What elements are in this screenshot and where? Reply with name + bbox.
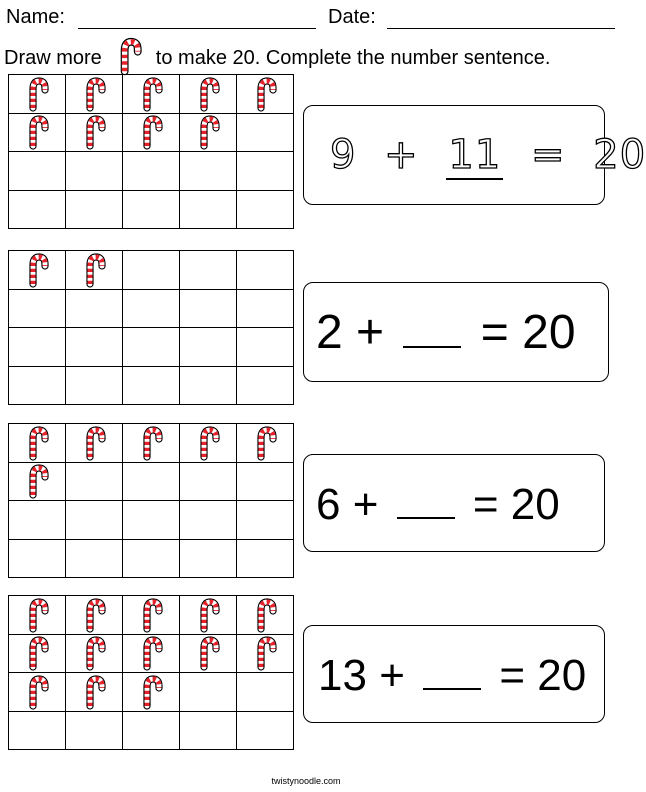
grid-cell[interactable] (123, 366, 180, 405)
grid-cell[interactable] (180, 711, 237, 750)
name-date-row (6, 6, 615, 29)
grid-cell[interactable] (9, 711, 66, 750)
grid-cell[interactable] (9, 75, 66, 114)
footer-credit: twistynoodle.com (271, 776, 341, 786)
grid-cell[interactable] (123, 539, 180, 578)
instructions-after: to make 20. Complete the number sentence. (155, 47, 551, 69)
candy-cane-icon (26, 465, 48, 497)
equation-4-answer-blank[interactable] (423, 650, 481, 690)
equation-3-plus: + (352, 480, 379, 529)
grid-cell[interactable] (237, 366, 294, 405)
grid-cell[interactable] (180, 501, 237, 540)
grid-cell[interactable] (237, 152, 294, 191)
candy-cane-icon (140, 116, 162, 148)
equation-3-total: = 20 (472, 480, 560, 529)
ten-frame-grid-3[interactable] (8, 423, 294, 578)
candy-cane-icon (83, 637, 105, 669)
grid-cell[interactable] (66, 251, 123, 290)
equation-4 (318, 650, 586, 698)
example-addend: 9 (330, 132, 357, 178)
grid-cell[interactable] (123, 596, 180, 635)
grid-cell[interactable] (123, 711, 180, 750)
grid-cell[interactable] (9, 501, 66, 540)
grid-cell[interactable] (9, 539, 66, 578)
candy-cane-icon (140, 599, 162, 631)
example-equals: = (531, 132, 566, 178)
candy-cane-icon (83, 676, 105, 708)
grid-cell[interactable] (123, 152, 180, 191)
grid-cell[interactable] (66, 152, 123, 191)
candy-cane-icon (83, 78, 105, 110)
grid-cell[interactable] (237, 289, 294, 328)
equation-3 (316, 479, 560, 527)
candy-cane-icon (140, 637, 162, 669)
grid-cell[interactable] (180, 634, 237, 673)
grid-cell[interactable] (237, 251, 294, 290)
equation-2-addend: 2 (316, 305, 343, 359)
grid-cell[interactable] (66, 75, 123, 114)
equation-box-4 (303, 625, 605, 723)
grid-cell[interactable] (66, 673, 123, 712)
name-line[interactable] (78, 9, 316, 29)
grid-cell[interactable] (123, 462, 180, 501)
equation-2-answer-blank[interactable] (403, 308, 461, 348)
grid-cell[interactable] (123, 634, 180, 673)
grid-cell[interactable] (237, 711, 294, 750)
grid-cell[interactable] (66, 539, 123, 578)
equation-4-addend: 13 (318, 651, 367, 700)
grid-cell[interactable] (123, 113, 180, 152)
equation-3-addend: 6 (316, 480, 341, 529)
candy-cane-icon (83, 599, 105, 631)
grid-cell[interactable] (180, 190, 237, 229)
grid-cell[interactable] (9, 596, 66, 635)
grid-cell[interactable] (66, 328, 123, 367)
candy-cane-icon (140, 427, 162, 459)
ten-frame-grid-2[interactable] (8, 250, 294, 405)
example-answer: 11 (448, 132, 502, 178)
equation-box-2 (303, 282, 609, 382)
equation-4-plus: + (379, 651, 405, 700)
grid-cell[interactable] (66, 711, 123, 750)
equation-2 (316, 305, 576, 359)
grid-cell[interactable] (237, 501, 294, 540)
candy-cane-icon (197, 427, 219, 459)
grid-cell[interactable] (123, 328, 180, 367)
candy-cane-icon (197, 78, 219, 110)
grid-cell[interactable] (123, 251, 180, 290)
grid-cell[interactable] (180, 596, 237, 635)
equation-3-answer-blank[interactable] (397, 479, 455, 519)
candy-cane-icon (254, 78, 276, 110)
candy-cane-icon (26, 78, 48, 110)
candy-cane-icon (117, 38, 141, 74)
grid-cell[interactable] (180, 462, 237, 501)
grid-cell[interactable] (66, 190, 123, 229)
grid-cell[interactable] (9, 289, 66, 328)
example-total: 20 (593, 132, 646, 178)
grid-cell[interactable] (123, 501, 180, 540)
instructions (4, 38, 550, 74)
candy-cane-icon (254, 427, 276, 459)
grid-cell[interactable] (180, 113, 237, 152)
grid-cell[interactable] (123, 673, 180, 712)
candy-cane-icon (26, 637, 48, 669)
candy-cane-icon (83, 254, 105, 286)
grid-cell[interactable] (180, 366, 237, 405)
grid-cell[interactable] (9, 462, 66, 501)
grid-cell[interactable] (66, 366, 123, 405)
candy-cane-icon (140, 78, 162, 110)
grid-cell[interactable] (237, 113, 294, 152)
candy-cane-icon (26, 676, 48, 708)
grid-cell[interactable] (9, 113, 66, 152)
grid-cell[interactable] (9, 328, 66, 367)
candy-cane-icon (26, 599, 48, 631)
equation-box-3 (303, 454, 605, 552)
grid-cell[interactable] (180, 424, 237, 463)
grid-cell[interactable] (9, 190, 66, 229)
grid-cell[interactable] (180, 539, 237, 578)
candy-cane-icon (197, 599, 219, 631)
date-label: Date: (328, 6, 376, 28)
grid-cell[interactable] (180, 289, 237, 328)
grid-cell[interactable] (9, 251, 66, 290)
grid-cell[interactable] (180, 673, 237, 712)
example-equation-box (303, 105, 646, 205)
grid-cell[interactable] (237, 673, 294, 712)
grid-cell[interactable] (237, 462, 294, 501)
grid-cell[interactable] (237, 75, 294, 114)
grid-cell[interactable] (237, 328, 294, 367)
grid-cell[interactable] (66, 501, 123, 540)
candy-cane-icon (26, 116, 48, 148)
grid-cell[interactable] (66, 424, 123, 463)
grid-cell[interactable] (9, 634, 66, 673)
grid-cell[interactable] (123, 424, 180, 463)
candy-cane-icon (254, 599, 276, 631)
candy-cane-icon (26, 427, 48, 459)
example-equation (330, 132, 646, 178)
candy-cane-icon (83, 427, 105, 459)
grid-cell[interactable] (123, 289, 180, 328)
grid-cell[interactable] (9, 424, 66, 463)
grid-cell[interactable] (123, 75, 180, 114)
candy-cane-icon (197, 637, 219, 669)
equation-2-plus: + (356, 305, 385, 359)
candy-cane-icon (140, 676, 162, 708)
grid-cell[interactable] (66, 596, 123, 635)
grid-cell[interactable] (237, 424, 294, 463)
ten-frame-grid-1[interactable] (8, 74, 294, 229)
grid-cell[interactable] (180, 328, 237, 367)
grid-cell[interactable] (9, 673, 66, 712)
grid-cell[interactable] (9, 152, 66, 191)
ten-frame-grid-4[interactable] (8, 595, 294, 750)
equation-2-total: = 20 (480, 305, 576, 359)
grid-cell[interactable] (66, 462, 123, 501)
candy-cane-icon (83, 116, 105, 148)
candy-cane-icon (26, 254, 48, 286)
candy-cane-icon (254, 637, 276, 669)
grid-cell[interactable] (123, 190, 180, 229)
candy-cane-icon (197, 116, 219, 148)
grid-cell[interactable] (237, 190, 294, 229)
grid-cell[interactable] (180, 152, 237, 191)
grid-cell[interactable] (66, 289, 123, 328)
equation-4-total: = 20 (499, 651, 587, 700)
name-label: Name: (6, 6, 65, 28)
grid-cell[interactable] (9, 366, 66, 405)
instructions-before: Draw more (4, 47, 102, 69)
example-plus: + (384, 132, 419, 178)
grid-cell[interactable] (66, 634, 123, 673)
grid-cell[interactable] (66, 113, 123, 152)
grid-cell[interactable] (237, 634, 294, 673)
grid-cell[interactable] (237, 596, 294, 635)
date-line[interactable] (387, 9, 615, 29)
grid-cell[interactable] (180, 251, 237, 290)
grid-cell[interactable] (180, 75, 237, 114)
grid-cell[interactable] (237, 539, 294, 578)
